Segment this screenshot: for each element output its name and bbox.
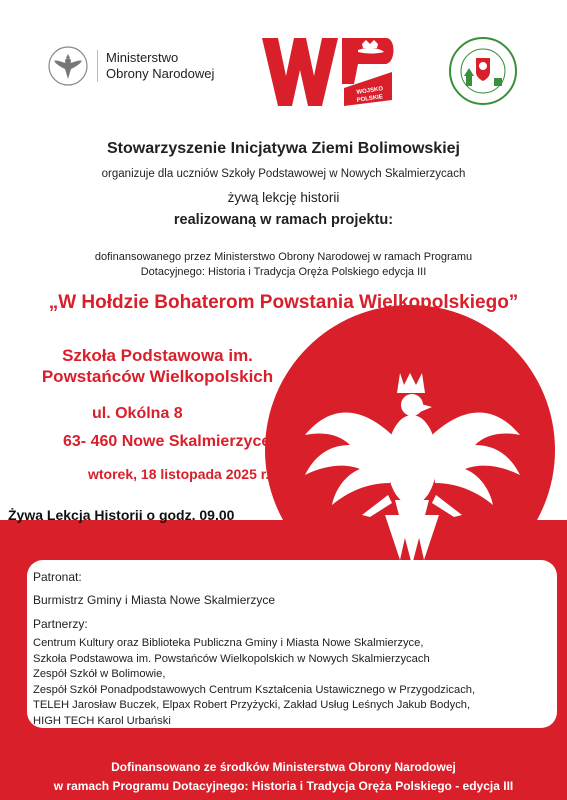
partners-label: Partnerzy: [33,617,88,631]
partner-line: Szkoła Podstawowa im. Powstańców Wielkopolskich w Nowych Skalmierzycach [33,652,430,665]
partners-list [33,636,475,729]
school-line1: Szkoła Podstawowa im. [62,346,253,365]
svg-text:WOJSKO: WOJSKO [356,86,384,96]
patronat-label: Patronat: [33,570,82,584]
lesson-line: żywą lekcję historii [227,190,340,205]
event-time: Żywa Lekcja Historii o godz. 09.00 [8,507,235,523]
svg-text:POLSKIE: POLSKIE [356,94,384,104]
patronat-value: Burmistrz Gminy i Miasta Nowe Skalmierzyce [33,593,276,607]
funding-info [0,250,567,280]
event-title: „W Hołdzie Bohaterom Powstania Wielkopolskiego” [48,292,519,313]
school-name [35,345,280,387]
white-eagle-icon [300,365,525,580]
funding-line2: Dotacyjnego: Historia i Tradycja Oręża Polskiego edycja III [140,266,427,278]
mon-label [97,50,214,82]
mon-label-line1: Ministerstwo [106,50,179,65]
partner-line: TELEH Jarosław Buczek, Elpax Robert Przyżycki, Zakład Usług Leśnych Jakub Bodych, [33,699,471,711]
organizes-line: organizuje dla uczniów Szkoły Podstawowej w Nowych Skalmierzycach [101,168,466,180]
project-line: realizowaną w ramach projektu: [173,212,394,228]
street-address: ul. Okólna 8 [92,405,183,422]
partner-line: Zespół Szkół w Bolimowie, [33,668,166,680]
school-line2: Powstańców Wielkopolskich [41,367,274,386]
bolimow-association-logo [448,36,518,106]
event-date: wtorek, 18 listopada 2025 r. [88,466,270,482]
footer-line1: Dofinansowano ze środków Ministerstwa Obrony Narodowej [111,760,456,774]
mon-eagle-icon [47,45,89,87]
organization-name: Stowarzyszenie Inicjatywa Ziemi Bolimowskiej [106,140,460,157]
funding-line1: dofinansowanego przez Ministerstwo Obrony Narodowej w ramach Programu [94,251,473,263]
footer-line2: w ramach Programu Dotacyjnego: Historia i Tradycja Oręża Polskiego - edycja III [53,779,514,793]
city-address: 63- 460 Nowe Skalmierzyce [63,433,271,450]
mon-logo [47,45,214,87]
partner-line: Zespół Szkół Ponadpodstawowych Centrum Kształcenia Ustawicznego w Przygodzicach, [33,683,476,696]
partner-line: Centrum Kultury oraz Biblioteka Publiczna Gminy i Miasta Nowe Skalmierzyce, [33,637,424,649]
mon-label-line2: Obrony Narodowej [106,66,215,81]
partner-line: HIGH TECH Karol Urbański [33,714,171,727]
wojsko-polskie-logo [258,32,398,114]
